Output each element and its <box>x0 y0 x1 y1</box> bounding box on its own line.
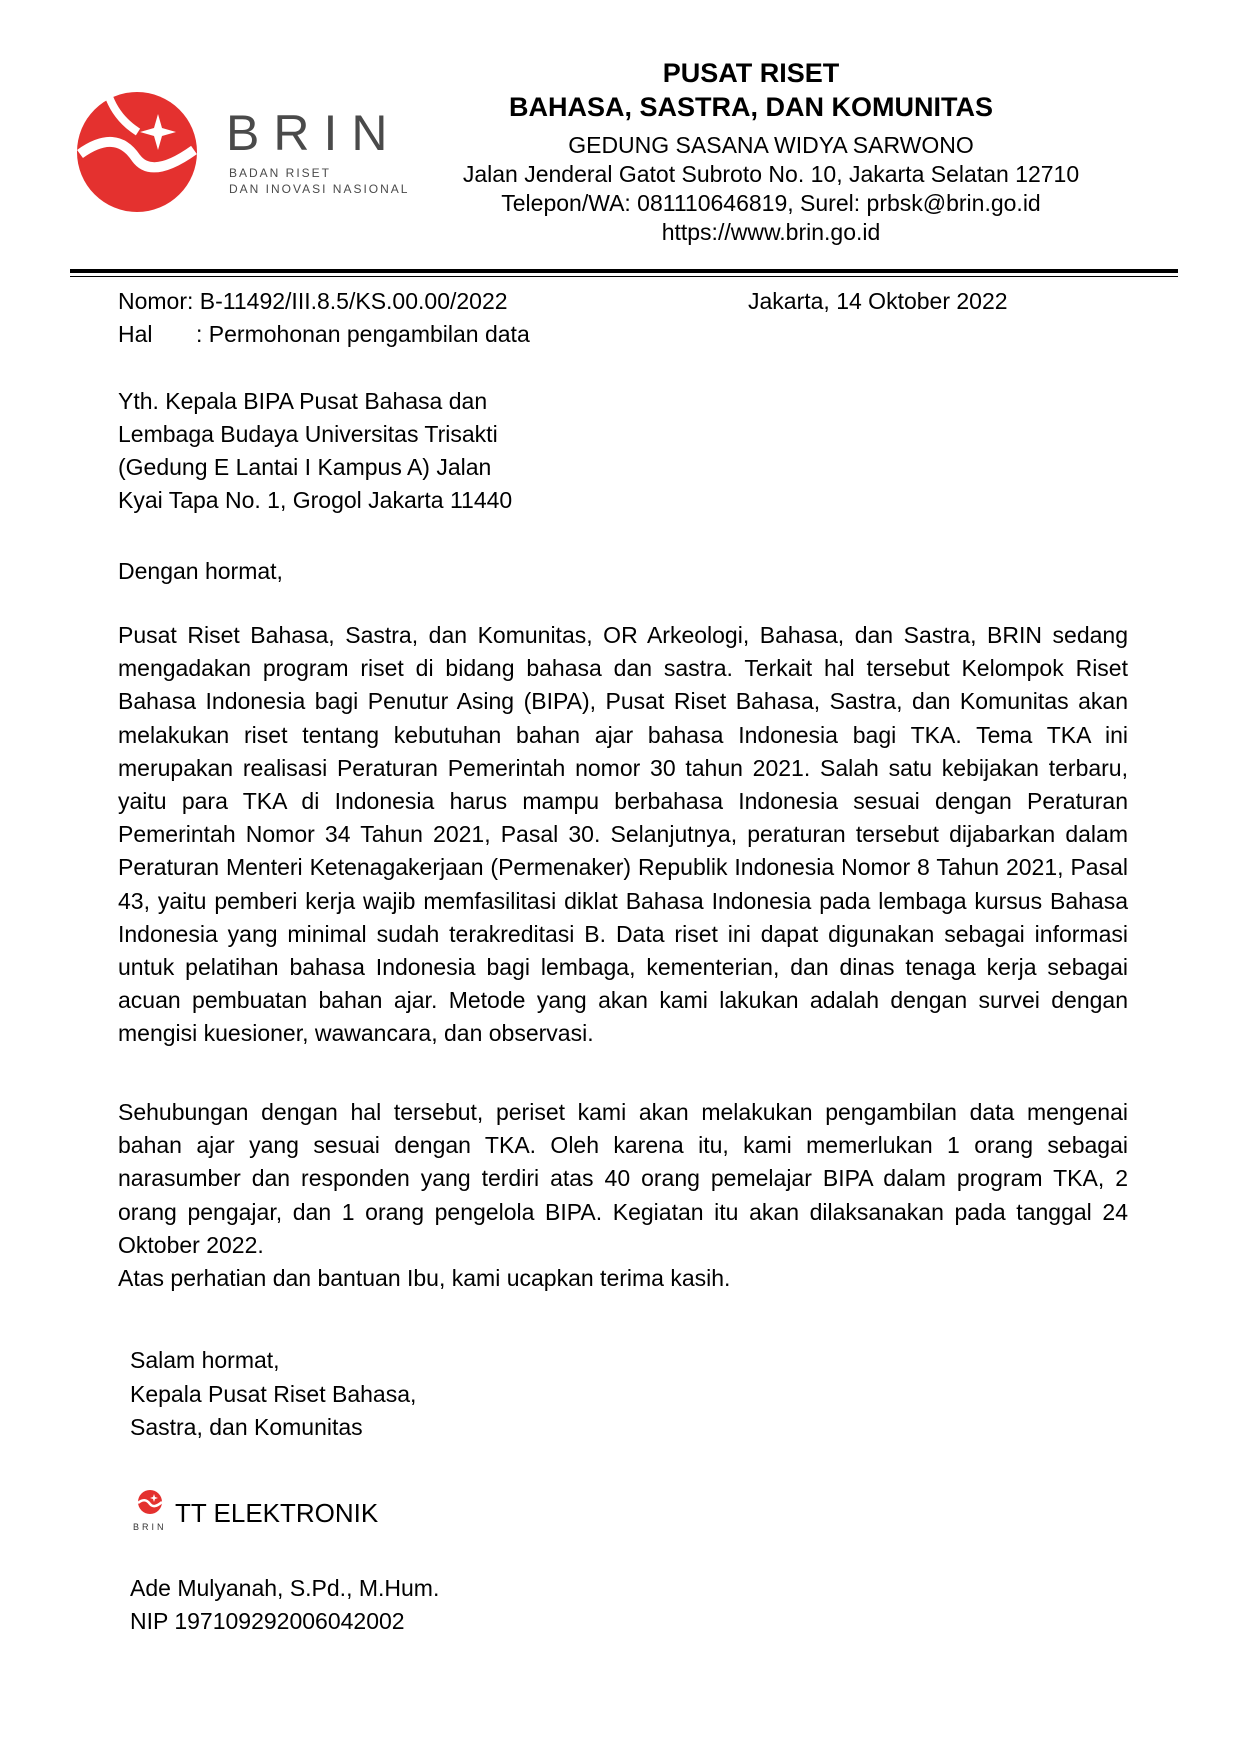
logo-wordmark: BRIN <box>226 105 402 161</box>
recipient-line: Kyai Tapa No. 1, Grogol Jakarta 11440 <box>118 487 513 513</box>
header-address: Jalan Jenderal Gatot Subroto No. 10, Jakarta Selatan 12710 <box>462 161 1080 187</box>
logo-subtitle-1: BADAN RISET <box>229 166 332 180</box>
signatory-name: Ade Mulyanah, S.Pd., M.Hum. <box>130 1575 440 1601</box>
body-paragraph: Atas perhatian dan bantuan Ibu, kami ucapkan terima kasih. <box>118 1265 731 1291</box>
header-contact: Telepon/WA: 081110646819, Surel: prbsk@brin.go.id <box>501 190 1041 216</box>
brin-emblem-icon <box>76 88 206 218</box>
brin-emblem-icon <box>137 1488 165 1518</box>
e-signature-brand: BRIN <box>133 1522 167 1532</box>
e-signature-text: TT ELEKTRONIK <box>175 1498 379 1528</box>
recipient-line: Lembaga Budaya Universitas Trisakti <box>118 421 498 447</box>
subject-value: : Permohonan pengambilan data <box>196 321 530 347</box>
e-signature-stamp <box>133 1486 413 1536</box>
letter-number: Nomor: B-11492/III.8.5/KS.00.00/2022 <box>118 288 508 314</box>
recipient-line: (Gedung E Lantai I Kampus A) Jalan <box>118 454 492 480</box>
recipient-line: Yth. Kepala BIPA Pusat Bahasa dan <box>118 388 488 414</box>
header-title-1: PUSAT RISET <box>662 58 840 88</box>
body-paragraph: Sehubungan dengan hal tersebut, periset kami akan melakukan pengambilan data mengenai bahan ajar yang sesuai dengan TKA. Oleh karena itu, kami memerlukan 1 orang sebagai narasumber dan responden yang terdiri atas 40 orang pemelajar BIPA dalam program TKA, 2 orang pengajar, dan 1 orang pengelola BIPA. Kegiatan itu akan dilaksanakan pada tanggal 24 Oktober 2022. <box>118 1099 1128 1258</box>
header-building: GEDUNG SASANA WIDYA SARWONO <box>568 132 974 158</box>
body-paragraph: Pusat Riset Bahasa, Sastra, dan Komunitas, OR Arkeologi, Bahasa, dan Sastra, BRIN sedang mengadakan program riset di bidang bahasa dan sastra. Terkait hal tersebut Kelompok Riset Bahasa Indonesia bagi Penutur Asing (BIPA), Pusat Riset Bahasa, Sastra, dan Komunitas akan melakukan riset tentang kebutuhan bahan ajar bahasa Indonesia bagi TKA. Tema TKA ini merupakan realisasi Peraturan Pemerintah nomor 30 tahun 2021. Salah satu kebijakan terbaru, yaitu para TKA di Indonesia harus mampu berbahasa Indonesia sesuai dengan Peraturan Pemerintah Nomor 34 Tahun 2021, Pasal 30. Selanjutnya, peraturan tersebut dijabarkan dalam Peraturan Menteri Ketenagakerjaan (Permenaker) Republik Indonesia Nomor 8 Tahun 2021, Pasal 43, yaitu pemberi kerja wajib memfasilitasi diklat Bahasa Indonesia pada lembaga kursus Bahasa Indonesia yang minimal sudah terakreditasi B. Data riset ini dapat digunakan sebagai informasi untuk pelatihan bahasa Indonesia bagi lembaga, kementerian, dan dinas tenaga kerja sebagai acuan pembuatan bahan ajar. Metode yang akan kami lakukan adalah dengan survei dengan mengisi kuesioner, wawancara, dan observasi. <box>118 622 1128 1047</box>
signatory-nip: NIP 197109292006042002 <box>130 1608 405 1634</box>
header-title-2: BAHASA, SASTRA, DAN KOMUNITAS <box>509 92 993 122</box>
subject-label: Hal <box>118 321 153 347</box>
header-divider-thin <box>70 276 1178 277</box>
closing-line: Salam hormat, <box>130 1347 280 1373</box>
brin-logo <box>76 88 410 218</box>
salutation: Dengan hormat, <box>118 558 283 584</box>
closing-line: Kepala Pusat Riset Bahasa, <box>130 1381 417 1407</box>
logo-subtitle-2: DAN INOVASI NASIONAL <box>229 182 410 196</box>
closing-line: Sastra, dan Komunitas <box>130 1414 363 1440</box>
header-website: https://www.brin.go.id <box>661 219 881 245</box>
header-divider-thick <box>70 269 1178 273</box>
letter-date: Jakarta, 14 Oktober 2022 <box>748 288 1008 314</box>
